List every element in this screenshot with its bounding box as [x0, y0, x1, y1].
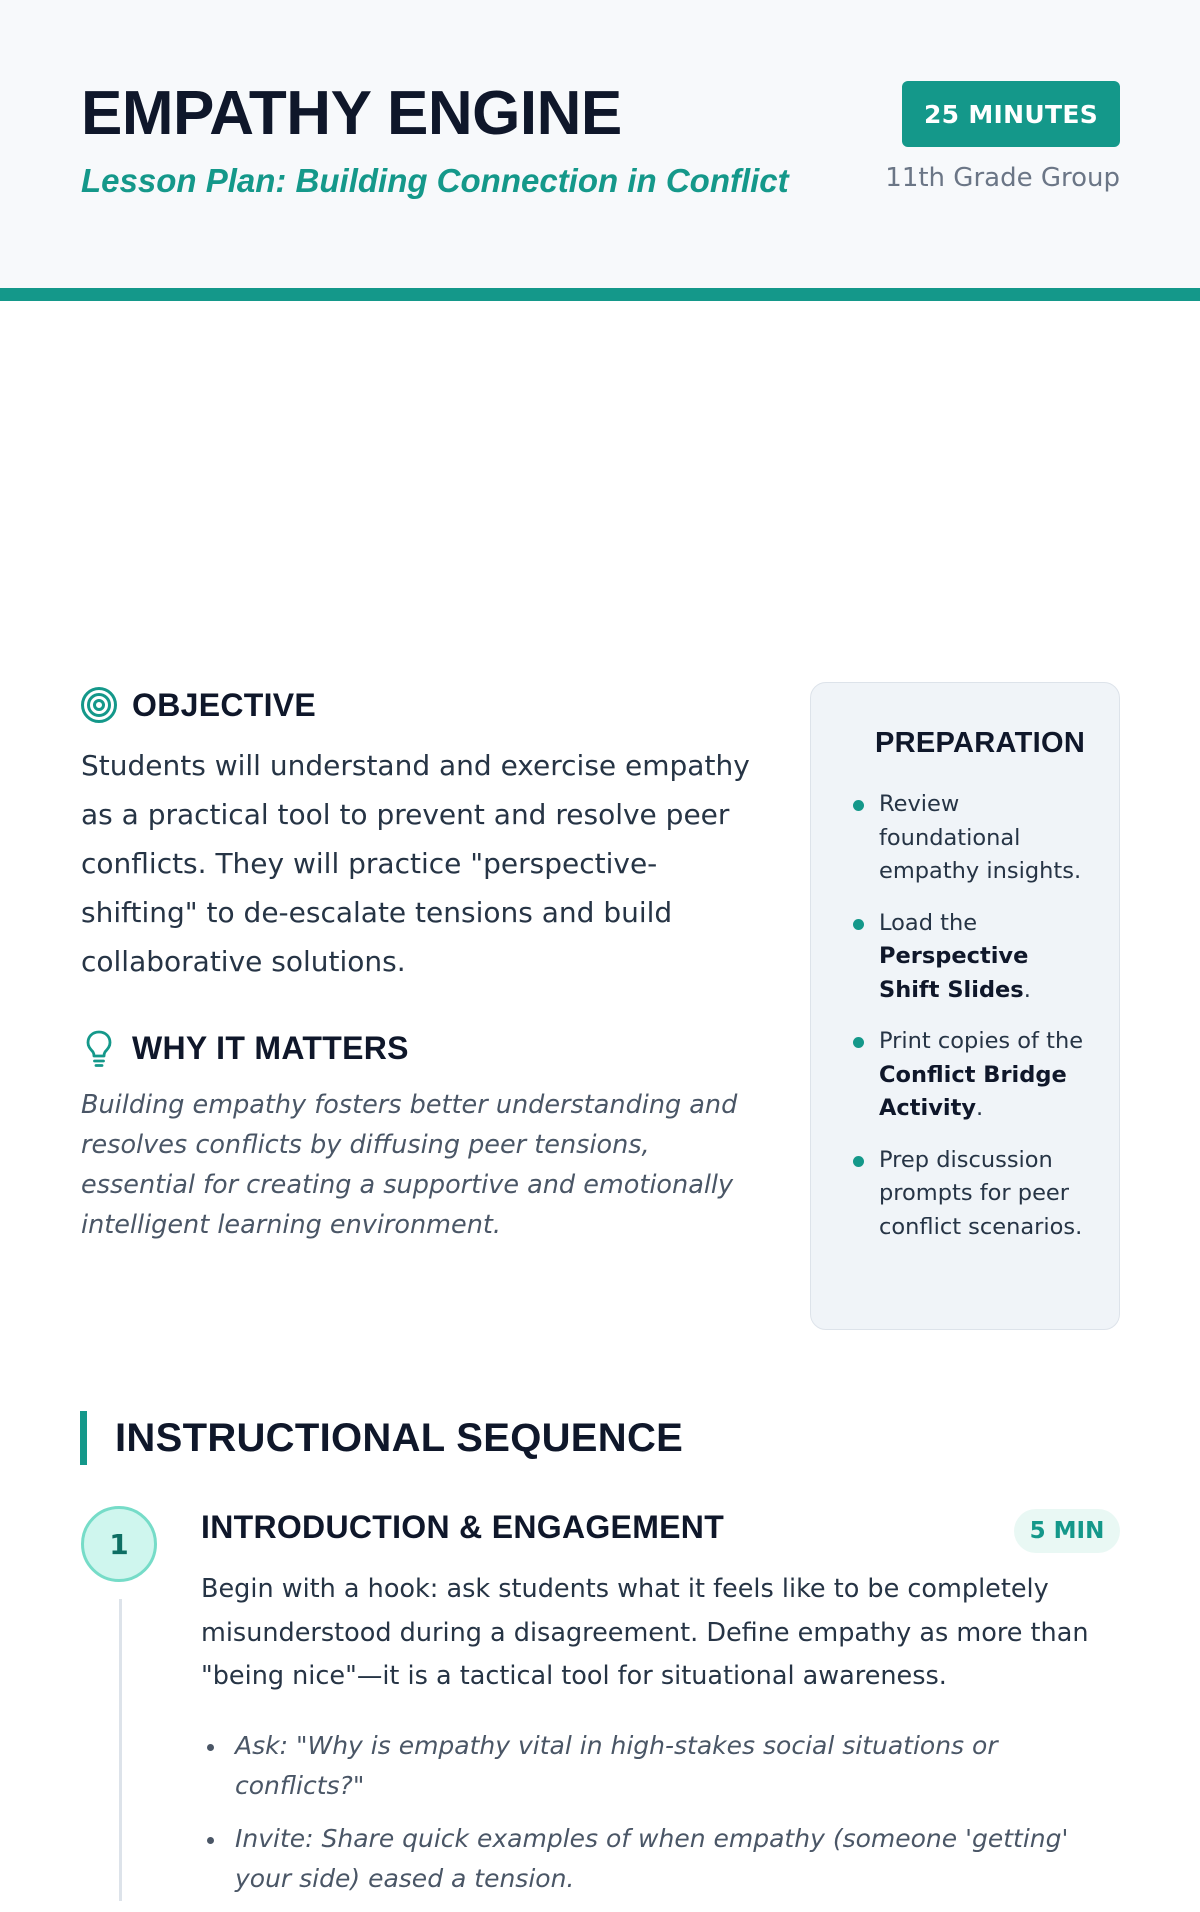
step-bullet: Invite: Share quick examples of when empathy (someone 'getting' your side) eased a tension.	[201, 1819, 1111, 1899]
duration-badge: 25 MINUTES	[902, 81, 1120, 147]
lesson-header	[0, 0, 1200, 301]
preparation-heading: PREPARATION	[875, 727, 1086, 759]
step-timeline-line	[119, 1599, 122, 1901]
step-number-badge: 1	[81, 1506, 157, 1582]
preparation-card	[810, 682, 1120, 1330]
sequence-heading-row	[80, 1411, 683, 1465]
lesson-subtitle: Lesson Plan: Building Connection in Conflict	[81, 162, 789, 199]
step-description: Begin with a hook: ask students what it feels like to be completely misunderstood during a disagreement. Define empathy as more than "being nice"—it is a tactical tool for situational awareness.	[201, 1574, 1089, 1691]
lightbulb-icon	[80, 1029, 118, 1067]
lesson-title: EMPATHY ENGINE	[81, 79, 622, 148]
step-bullet: Ask: "Why is empathy vital in high-stakes social situations or conflicts?"	[201, 1726, 1111, 1806]
preparation-item: Load the Perspective Shift Slides.	[853, 907, 1095, 1008]
sequence-heading: INSTRUCTIONAL SEQUENCE	[115, 1415, 684, 1460]
preparation-list	[853, 788, 1095, 1244]
objective-heading-row	[80, 686, 316, 724]
preparation-item: Prep discussion prompts for peer conflict scenarios.	[853, 1144, 1095, 1245]
objective-text: Students will understand and exercise empathy as a practical tool to prevent and resolve peer conflicts. They will practice "perspective-shifting" to de-escalate tensions and build collaborative solutions.	[81, 749, 750, 978]
grade-group-label: 11th Grade Group	[885, 163, 1120, 193]
why-text: Building empathy fosters better understanding and resolves conflicts by diffusing peer tensions, essential for creating a supportive and emotionally intelligent learning environment.	[81, 1090, 738, 1240]
why-heading-row	[80, 1029, 409, 1067]
step-bullet-list	[201, 1726, 1111, 1912]
sequence-accent-bar	[80, 1411, 87, 1465]
preparation-item: Review foundational empathy insights.	[853, 788, 1095, 889]
why-heading: WHY IT MATTERS	[132, 1029, 409, 1066]
objective-heading: OBJECTIVE	[132, 686, 317, 723]
step-title: INTRODUCTION & ENGAGEMENT	[201, 1509, 725, 1545]
step-time-badge: 5 MIN	[1014, 1509, 1120, 1553]
preparation-item: Print copies of the Conflict Bridge Activity.	[853, 1025, 1095, 1126]
target-icon	[80, 686, 118, 724]
